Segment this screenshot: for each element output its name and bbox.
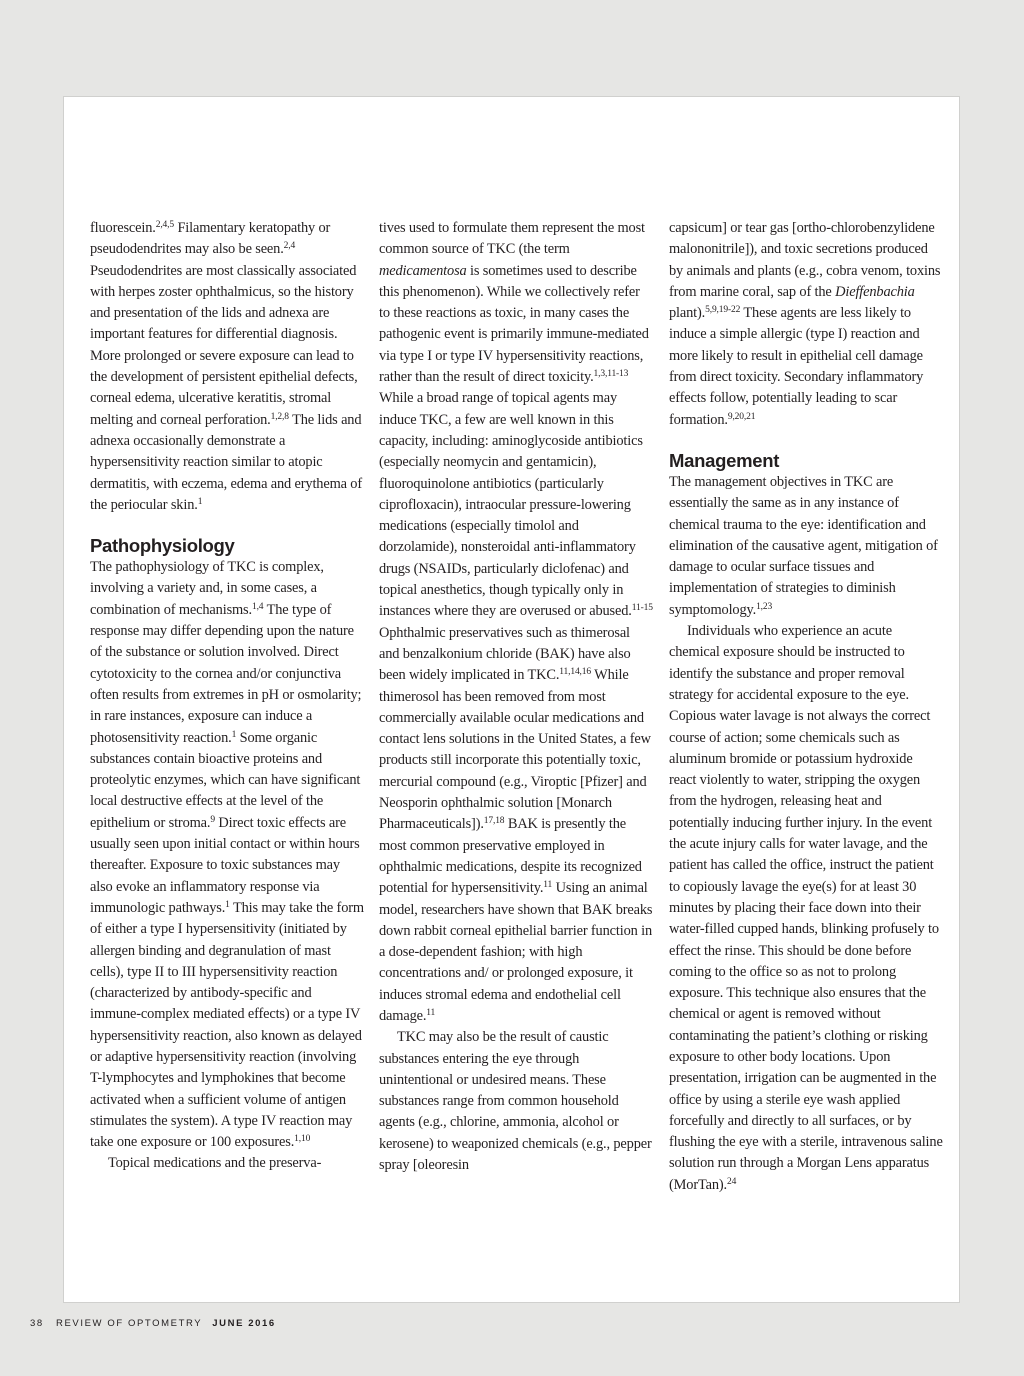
text-run: Direct toxic effects are usually seen upon initial contact or within hours thereafter. Exposure to toxic substances may also evoke an inflammatory response via immunologic pathways. xyxy=(90,814,360,916)
publication-name: REVIEW OF OPTOMETRY xyxy=(56,1318,203,1329)
section-heading-management: Management xyxy=(669,449,780,471)
page-number: 38 xyxy=(30,1318,44,1329)
text-run: Pseudodendrites are most classically associated with herpes zoster ophthalmicus, so the history and presentation of the lids and adnexa are important features for differential diagnosis. More prolonged or severe exposure can lead to the development of persistent epithelial defects, corneal edema, ulcerative keratitis, stromal melting and corneal perforation. xyxy=(90,262,358,428)
body-paragraph xyxy=(669,472,943,621)
citation-superscript: 1 xyxy=(197,496,203,507)
section-heading-pathophysiology: Pathophysiology xyxy=(90,535,235,557)
citation-superscript: 2,4 xyxy=(283,241,296,252)
citation-superscript: 2,4,5 xyxy=(155,220,174,230)
citation-superscript: 11 xyxy=(543,880,553,891)
text-run: The management objectives in TKC are essentially the same as in any instance of chemical trauma to the eye: identification and elimination of the causative agent, mitigation of damage to ocular surface tissues and implementation of strategies to diminish symptomology. xyxy=(669,473,938,618)
text-run: Individuals who experience an acute chemical exposure should be instructed to identify the substance and proper removal strategy for accidental exposure to the eye. Copious water lavage is not always the correct course of action; some chemicals such as aluminum bromide or potassium hydroxide react violently to water, stripping the oxygen from the hydrogen, releasing heat and potentially inducing further injury. In the event the acute injury calls for water lavage, and the patient has called the office, instruct the patient to copiously lavage the eye(s) for at least 30 minutes by placing their face down into their water-filled cupped hands, blinking profusely to effect the rinse. This should be done before coming to the office so as not to prolong exposure. This technique also ensures that the chemical or agent is removed without contaminating the patient’s clothing or risking exposure to other body locations. Upon presentation, irrigation can be augmented in the office by using a sterile eye wash applied forcefully and directly to all surfaces, or by flushing the eye with a sterile, intravenous saline solution run through a Morgan Lens apparatus (MorTan). xyxy=(669,623,943,1193)
citation-superscript: 1,4 xyxy=(251,601,264,612)
text-run: These agents are less likely to induce a simple allergic (type I) reaction and more likely to result in epithelial cell damage from direct toxicity. Secondary inflammatory effects follow, potentially leading to scar formation. xyxy=(669,305,924,428)
citation-superscript: 11 xyxy=(426,1007,436,1018)
italic-term: Dieffenbachia xyxy=(835,283,915,300)
body-paragraph xyxy=(379,1027,653,1176)
page-footer xyxy=(30,1318,276,1329)
text-run: Topical medications and the preserva- xyxy=(108,1155,322,1172)
text-run: While thimerosol has been removed from most commercially available ocular medications and contact lens solutions in the United States, a few products still incorporate this potentially toxic, mercurial compound (e.g., Viroptic [Pfizer] and Neosporin ophthalmic solution [Monarch Pharmaceuticals]). xyxy=(379,667,651,833)
text-column-1 xyxy=(90,218,364,1175)
text-run: fluorescein. xyxy=(90,220,156,236)
body-paragraph xyxy=(669,218,943,431)
text-column-2 xyxy=(379,218,653,1176)
text-run: While a broad range of topical agents may induce TKC, a few are well known in this capacity, including: aminoglycoside antibiotics (especially neomycin and gentamicin), fluoroquinolone antibiotics (particularly ciprofloxacin), intraocular pressure-lowering medications (especially timolol and dorzolamide), nonsteroidal anti-inflammatory drugs (NSAIDs, particularly diclofenac) and topical anesthetics, though typically only in instances where they are overused or abused. xyxy=(379,390,643,620)
text-run: The lids and adnexa occasionally demonstrate a hypersensitivity reaction similar to atopic dermatitis, with eczema, edema and erythema of the periocular skin. xyxy=(90,411,362,513)
text-run: plant). xyxy=(669,305,706,322)
citation-superscript: 17,18 xyxy=(483,816,505,827)
text-run: TKC may also be the result of caustic substances entering the eye through unintentional or undesired means. These substances range from common household agents (e.g., chlorine, ammonia, alcohol or kerosene) to weaponized chemicals (e.g., pepper spray [oleoresin xyxy=(379,1029,652,1174)
citation-superscript: 1,2,8 xyxy=(270,411,289,422)
text-run: Using an animal model, researchers have shown that BAK breaks down rabbit corneal epithelial barrier function in a dose-dependent fashion; with high concentrations and/ or prolonged exposure, it induces stromal edema and endothelial cell damage. xyxy=(379,880,653,1024)
text-run: The type of response may differ depending upon the nature of the substance or solution involved. Direct cytotoxicity to the cornea and/or conjunctiva often results from extremes in pH or osmolarity; in rare instances, exposure can induce a photosensitivity reaction. xyxy=(90,601,362,746)
text-run: capsicum] or tear gas [ortho-chlorobenzylidene malononitrile]), and toxic secretions produced by animals and plants (e.g., cobra venom, toxins from marine coral, sap of the xyxy=(669,220,941,300)
text-run: This may take the form of either a type I hypersensitivity (initiated by allergen binding and degranulation of mast cells), type II to III hypersensitivity reaction (characterized by antibody-specific and immune-complex mediated effects) or a type IV hypersensitivity reaction, also known as delayed or adaptive hypersensitivity reaction (involving T-lymphocytes and lymphokines that become activated when a sufficient volume of antigen stimulates the system). A type IV reaction may take one exposure or 100 exposures. xyxy=(90,899,364,1151)
citation-superscript: 9,20,21 xyxy=(727,411,756,422)
citation-superscript: 1,23 xyxy=(756,601,773,612)
text-run: BAK is presently the most common preservative employed in ophthalmic medications, despite its recognized potential for hypersensitivity. xyxy=(379,816,642,897)
citation-superscript: 24 xyxy=(726,1176,737,1187)
citation-superscript: 1,10 xyxy=(294,1134,311,1145)
body-paragraph xyxy=(379,218,653,1027)
citation-superscript: 1 xyxy=(225,899,230,910)
body-paragraph xyxy=(90,557,364,1153)
text-run: Some organic substances contain bioactive proteins and proteolytic enzymes, which can have significant local destructive effects at the level of the epithelium or stroma. xyxy=(90,729,361,831)
body-paragraph xyxy=(90,1153,364,1174)
italic-term: medicamentosa xyxy=(379,262,467,279)
issue-date: JUNE 2016 xyxy=(212,1318,276,1329)
citation-superscript: 11,14,16 xyxy=(559,667,591,678)
text-run: tives used to formulate them represent the most common source of TKC (the term xyxy=(379,220,645,258)
body-paragraph xyxy=(90,218,364,516)
text-run: Filamentary keratopathy or pseudodendrites may also be seen. xyxy=(90,220,331,258)
citation-superscript: 5,9,19-22 xyxy=(705,305,741,316)
text-column-3 xyxy=(669,218,943,1196)
citation-superscript: 1,3,11-13 xyxy=(593,369,629,380)
body-paragraph xyxy=(669,621,943,1196)
citation-superscript: 11-15 xyxy=(631,603,653,614)
citation-superscript: 1 xyxy=(231,729,237,740)
citation-superscript: 9 xyxy=(210,814,215,825)
text-run: The pathophysiology of TKC is complex, involving a variety and, in some cases, a combination of mechanisms. xyxy=(90,559,324,618)
text-run: is sometimes used to describe this phenomenon). While we collectively refer to these reactions as toxic, in many cases the pathogenic event is primarily immune-mediated via type I or type IV hypersensitivity reactions, rather than the result of direct toxicity. xyxy=(379,262,649,386)
text-run: Ophthalmic preservatives such as thimerosal and benzalkonium chloride (BAK) have also been widely implicated in TKC. xyxy=(379,624,631,684)
